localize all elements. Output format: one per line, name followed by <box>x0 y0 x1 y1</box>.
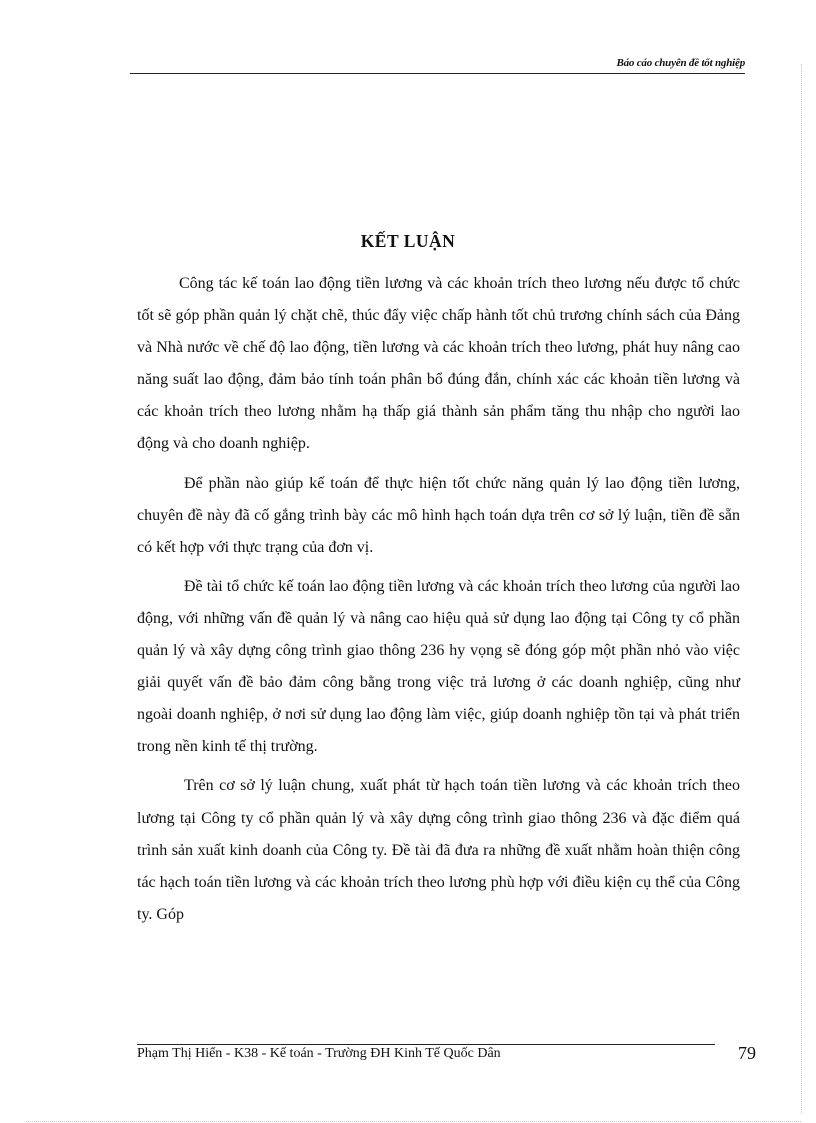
footer-author-line: Phạm Thị Hiển - K38 - Kế toán - Trường ĐH Kinh Tế Quốc Dân <box>137 1046 501 1061</box>
paragraph-2: Để phần nào giúp kế toán để thực hiện tốt chức năng quản lý lao động tiền lương, chuyên đề này đã cố gắng trình bày các mô hình hạch toán dựa trên cơ sở lý luận, tiền đề sẵn có kết hợp với thực trạng của đơn vị. <box>137 474 740 556</box>
footer-divider <box>137 1044 715 1045</box>
page-title: KẾT LUẬN <box>360 231 456 251</box>
header-divider <box>130 73 745 74</box>
running-header: Báo cáo chuyên đề tốt nghiệp <box>616 57 745 69</box>
paragraph-3: Đề tài tổ chức kế toán lao động tiền lương và các khoản trích theo lương của người lao động, với những vấn đề quản lý và nâng cao hiệu quả sử dụng lao động tại Công ty cổ phần quản lý và xây dựng công trình giao thông 236 hy vọng sẽ đóng góp một phần nhỏ vào việc giải quyết vấn đề bảo đảm công bằng trong việc trả lương ở các doanh nghiệp, cũng như ngoài doanh nghiệp, ở nơi sử dụng lao động làm việc, giúp doanh nghiệp tồn tại và phát triển trong nền kinh tế thị trường. <box>137 577 740 756</box>
page-number: 79 <box>738 1043 756 1063</box>
page-edge-right <box>801 64 802 1114</box>
page-edge-bottom <box>26 1121 801 1122</box>
body-text <box>137 268 740 938</box>
paragraph-4: Trên cơ sở lý luận chung, xuất phát từ hạch toán tiền lương và các khoản trích theo lương tại Công ty cổ phần quản lý và xây dựng công trình giao thông 236 và đặc điểm quá trình sản xuất kinh doanh của Công ty. Đề tài đã đưa ra những đề xuất nhằm hoàn thiện công tác hạch toán tiền lương và các khoản trích theo lương phù hợp với điều kiện cụ thể của Công ty. Góp <box>137 777 740 923</box>
paragraph-1: Công tác kế toán lao động tiền lương và các khoản trích theo lương nếu được tổ chức tốt sẽ góp phần quản lý chặt chẽ, thúc đẩy việc chấp hành tốt chủ trương chính sách của Đảng và Nhà nước về chế độ lao động, tiền lương và các khoản trích theo lương, phát huy nâng cao năng suất lao động, đảm bảo tính toán phân bổ đúng đắn, chính xác các khoản tiền lương và các khoản trích theo lương nhằm hạ thấp giá thành sản phẩm tăng thu nhập cho người lao động và cho doanh nghiệp. <box>137 275 740 453</box>
